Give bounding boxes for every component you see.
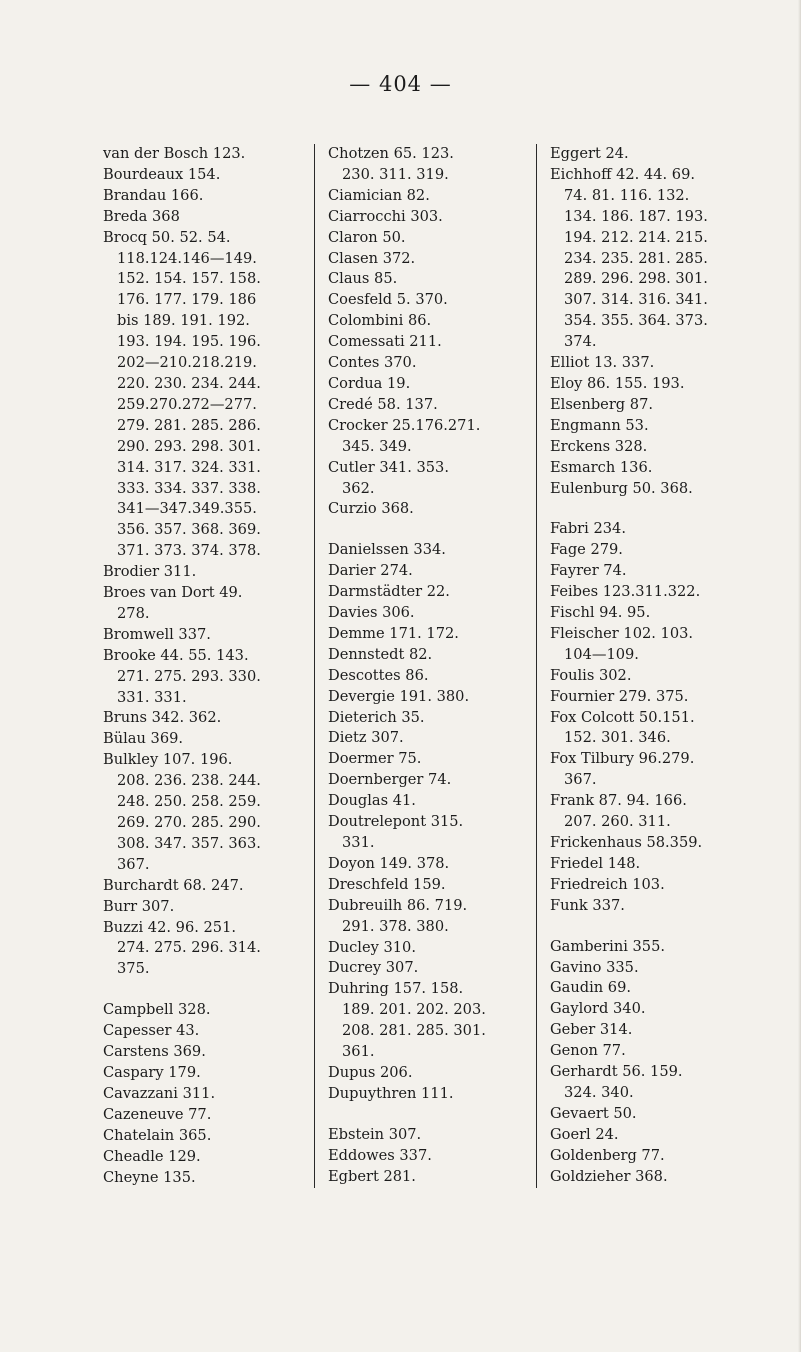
index-entry: Friedreich 103. (550, 875, 665, 893)
index-entry: Dupuythren 111. (328, 1084, 454, 1102)
index-entry: Fox Colcott 50.151. (550, 708, 695, 726)
index-entry: Gamberini 355. (550, 937, 666, 955)
index-entry: Doutrelepont 315. (328, 813, 464, 831)
index-entry: Danielssen 334. (328, 541, 446, 559)
index-column-3 (537, 144, 753, 1188)
index-entry: Gavino 335. (550, 958, 639, 976)
page-number: — 404 — (349, 72, 452, 96)
index-entry: Claus 85. (328, 270, 398, 288)
index-entry: Egbert 281. (328, 1167, 416, 1185)
index-entry: Davies 306. (328, 604, 415, 622)
index-entry: Dietz 307. (328, 729, 404, 747)
index-entry: 269. 270. 285. 290. (117, 814, 261, 831)
index-entry: 176. 177. 179. 186 (117, 291, 257, 309)
index-entry: Devergie 191. 380. (328, 687, 470, 705)
index-entry: bis 189. 191. 192. (117, 312, 250, 330)
index-entry: Ducley 310. (328, 938, 416, 956)
index-entry: 314. 317. 324. 331. (117, 458, 261, 476)
index-entry: 274. 275. 296. 314. (117, 939, 261, 957)
index-entry: 152. 301. 346. (564, 729, 671, 747)
index-entry: Darier 274. (328, 562, 413, 580)
index-entry: Erckens 328. (550, 437, 648, 455)
index-entry: 333. 334. 337. 338. (117, 479, 261, 497)
index-entry: 207. 260. 311. (564, 813, 671, 831)
index-entry: Chotzen 65. 123. (328, 145, 454, 162)
index-entry: Eggert 24. (550, 145, 629, 162)
index-entry: Clasen 372. (328, 249, 416, 267)
index-entry: 248. 250. 258. 259. (117, 793, 261, 811)
index-column-2 (315, 144, 537, 1188)
index-entry: Comessati 211. (328, 333, 442, 351)
index-entry: 331. (342, 834, 375, 851)
index-entry: Bromwell 337. (103, 625, 211, 643)
index-entry: Doyon 149. 378. (328, 854, 450, 872)
index-entry: Breda 368 (103, 207, 180, 225)
index-entry: Dieterich 35. (328, 708, 425, 726)
index-entry: Brooke 44. 55. 143. (103, 646, 249, 664)
index-entry: Frank 87. 94. 166. (550, 792, 687, 810)
index-entry: Dennstedt 82. (328, 645, 433, 663)
index-entry: Gevaert 50. (550, 1104, 637, 1122)
index-entry: Frickenhaus 58.359. (550, 834, 703, 851)
index-entry: 324. 340. (564, 1083, 634, 1101)
index-entry: 356. 357. 368. 369. (117, 521, 261, 539)
index-columns (103, 144, 753, 1188)
index-entry: 278. (117, 604, 150, 622)
index-entry: 354. 355. 364. 373. (564, 312, 708, 330)
index-entry: Doernberger 74. (328, 771, 452, 789)
index-entry: Gaylord 340. (550, 1000, 646, 1018)
index-entry: 208. 236. 238. 244. (117, 772, 261, 790)
index-entry: Bourdeaux 154. (103, 165, 221, 183)
index-entry: Dreschfeld 159. (328, 875, 446, 893)
index-entry: Geber 314. (550, 1021, 633, 1039)
index-entry: Eichhoff 42. 44. 69. (550, 165, 695, 183)
index-entry: Eulenburg 50. 368. (550, 479, 693, 497)
index-entry: 189. 201. 202. 203. (342, 1001, 486, 1019)
index-entry: 134. 186. 187. 193. (564, 207, 708, 225)
index-entry: 291. 378. 380. (342, 917, 449, 935)
index-entry: Engmann 53. (550, 416, 649, 434)
index-entry: Fleischer 102. 103. (550, 624, 694, 642)
index-entry: Foulis 302. (550, 666, 632, 684)
index-entry: Broes van Dort 49. (103, 584, 243, 602)
index-entry: Crocker 25.176.271. (328, 416, 481, 434)
index-entry: Douglas 41. (328, 792, 416, 810)
index-entry: Bruns 342. 362. (103, 709, 222, 727)
index-entry: Demme 171. 172. (328, 624, 459, 642)
index-entry: 279. 281. 285. 286. (117, 416, 261, 434)
index-entry: Elsenberg 87. (550, 395, 653, 413)
index-entry: Cheyne 135. (103, 1168, 196, 1186)
index-entry: Caspary 179. (103, 1063, 201, 1081)
index-entry: 208. 281. 285. 301. (342, 1022, 486, 1040)
index-entry: 259.270.272—277. (117, 395, 257, 413)
index-entry: Esmarch 136. (550, 458, 653, 476)
index-entry: Credé 58. 137. (328, 395, 438, 413)
index-entry: Cavazzani 311. (103, 1084, 216, 1102)
index-entry: 361. (342, 1043, 375, 1061)
index-entry: Contes 370. (328, 354, 417, 372)
index-entry: Gerhardt 56. 159. (550, 1063, 683, 1081)
index-entry: Elliot 13. 337. (550, 354, 655, 372)
index-entry: 104—109. (564, 645, 639, 663)
index-entry: Carstens 369. (103, 1043, 206, 1061)
index-entry: 202—210.218.219. (117, 354, 257, 372)
index-entry: Chatelain 365. (103, 1126, 212, 1144)
index-entry: 341—347.349.355. (117, 500, 257, 518)
index-entry: Burr 307. (103, 897, 175, 915)
index-entry: 74. 81. 116. 132. (564, 186, 690, 204)
index-entry: Fayrer 74. (550, 562, 627, 580)
index-entry: 193. 194. 195. 196. (117, 333, 261, 351)
index-entry: Cordua 19. (328, 374, 411, 392)
index-entry: 371. 373. 374. 378. (117, 542, 261, 560)
index-entry: Descottes 86. (328, 666, 429, 684)
index-entry: Goerl 24. (550, 1125, 619, 1143)
index-entry: Funk 337. (550, 896, 625, 914)
index-entry: Dubreuilh 86. 719. (328, 896, 468, 914)
index-entry: Colombini 86. (328, 312, 432, 330)
index-entry: Brocq 50. 52. 54. (103, 228, 231, 246)
index-entry: van der Bosch 123. (103, 145, 246, 162)
index-entry: 271. 275. 293. 330. (117, 667, 261, 685)
index-entry: Goldenberg 77. (550, 1146, 665, 1164)
index-entry: Eloy 86. 155. 193. (550, 374, 685, 392)
index-entry: 118.124.146—149. (117, 249, 257, 267)
index-entry: 374. (564, 333, 597, 351)
index-entry: Fabri 234. (550, 520, 626, 538)
index-entry: Fage 279. (550, 541, 623, 559)
index-entry: 367. (564, 771, 597, 789)
index-entry: Gaudin 69. (550, 979, 632, 997)
index-entry: Capesser 43. (103, 1022, 200, 1040)
index-entry: 345. 349. (342, 437, 412, 455)
index-entry: Curzio 368. (328, 500, 414, 518)
index-entry: Burchardt 68. 247. (103, 876, 244, 894)
index-entry: Bülau 369. (103, 730, 184, 748)
index-entry: Cazeneuve 77. (103, 1105, 212, 1123)
index-entry: Genon 77. (550, 1042, 626, 1060)
index-entry: Campbell 328. (103, 1001, 211, 1019)
index-entry: 362. (342, 479, 375, 497)
index-entry: Fournier 279. 375. (550, 687, 689, 705)
index-entry: Ciarrocchi 303. (328, 207, 443, 225)
index-entry: Brodier 311. (103, 563, 197, 581)
index-entry: Bulkley 107. 196. (103, 751, 233, 769)
index-entry: 234. 235. 281. 285. (564, 249, 708, 267)
index-entry: Cutler 341. 353. (328, 458, 449, 476)
index-entry: Feibes 123.311.322. (550, 583, 701, 601)
index-entry: 331. 331. (117, 688, 187, 706)
index-entry: Eddowes 337. (328, 1146, 432, 1164)
index-entry: 230. 311. 319. (342, 165, 449, 183)
index-entry: 290. 293. 298. 301. (117, 437, 261, 455)
index-entry: 308. 347. 357. 363. (117, 834, 261, 852)
index-entry: 367. (117, 855, 150, 873)
index-entry: Fischl 94. 95. (550, 604, 651, 622)
index-entry: 375. (117, 960, 150, 978)
index-entry: Darmstädter 22. (328, 583, 450, 601)
index-entry: Fox Tilbury 96.279. (550, 750, 695, 768)
index-entry: 307. 314. 316. 341. (564, 291, 708, 309)
index-entry: 220. 230. 234. 244. (117, 374, 261, 392)
index-entry: Goldzieher 368. (550, 1167, 668, 1185)
index-entry: Coesfeld 5. 370. (328, 291, 448, 309)
index-entry: Ducrey 307. (328, 959, 419, 977)
index-entry: 289. 296. 298. 301. (564, 270, 708, 288)
index-entry: 194. 212. 214. 215. (564, 228, 708, 246)
index-entry: Cheadle 129. (103, 1147, 201, 1165)
index-entry: Duhring 157. 158. (328, 980, 464, 998)
index-entry: 152. 154. 157. 158. (117, 270, 261, 288)
index-entry: Buzzi 42. 96. 251. (103, 918, 236, 936)
index-entry: Brandau 166. (103, 186, 204, 204)
index-column-1 (103, 144, 315, 1188)
index-entry: Dupus 206. (328, 1063, 413, 1081)
index-entry: Doermer 75. (328, 750, 422, 768)
index-entry: Ebstein 307. (328, 1125, 422, 1143)
index-entry: Ciamician 82. (328, 186, 430, 204)
index-entry: Friedel 148. (550, 854, 641, 872)
index-entry: Claron 50. (328, 228, 406, 246)
